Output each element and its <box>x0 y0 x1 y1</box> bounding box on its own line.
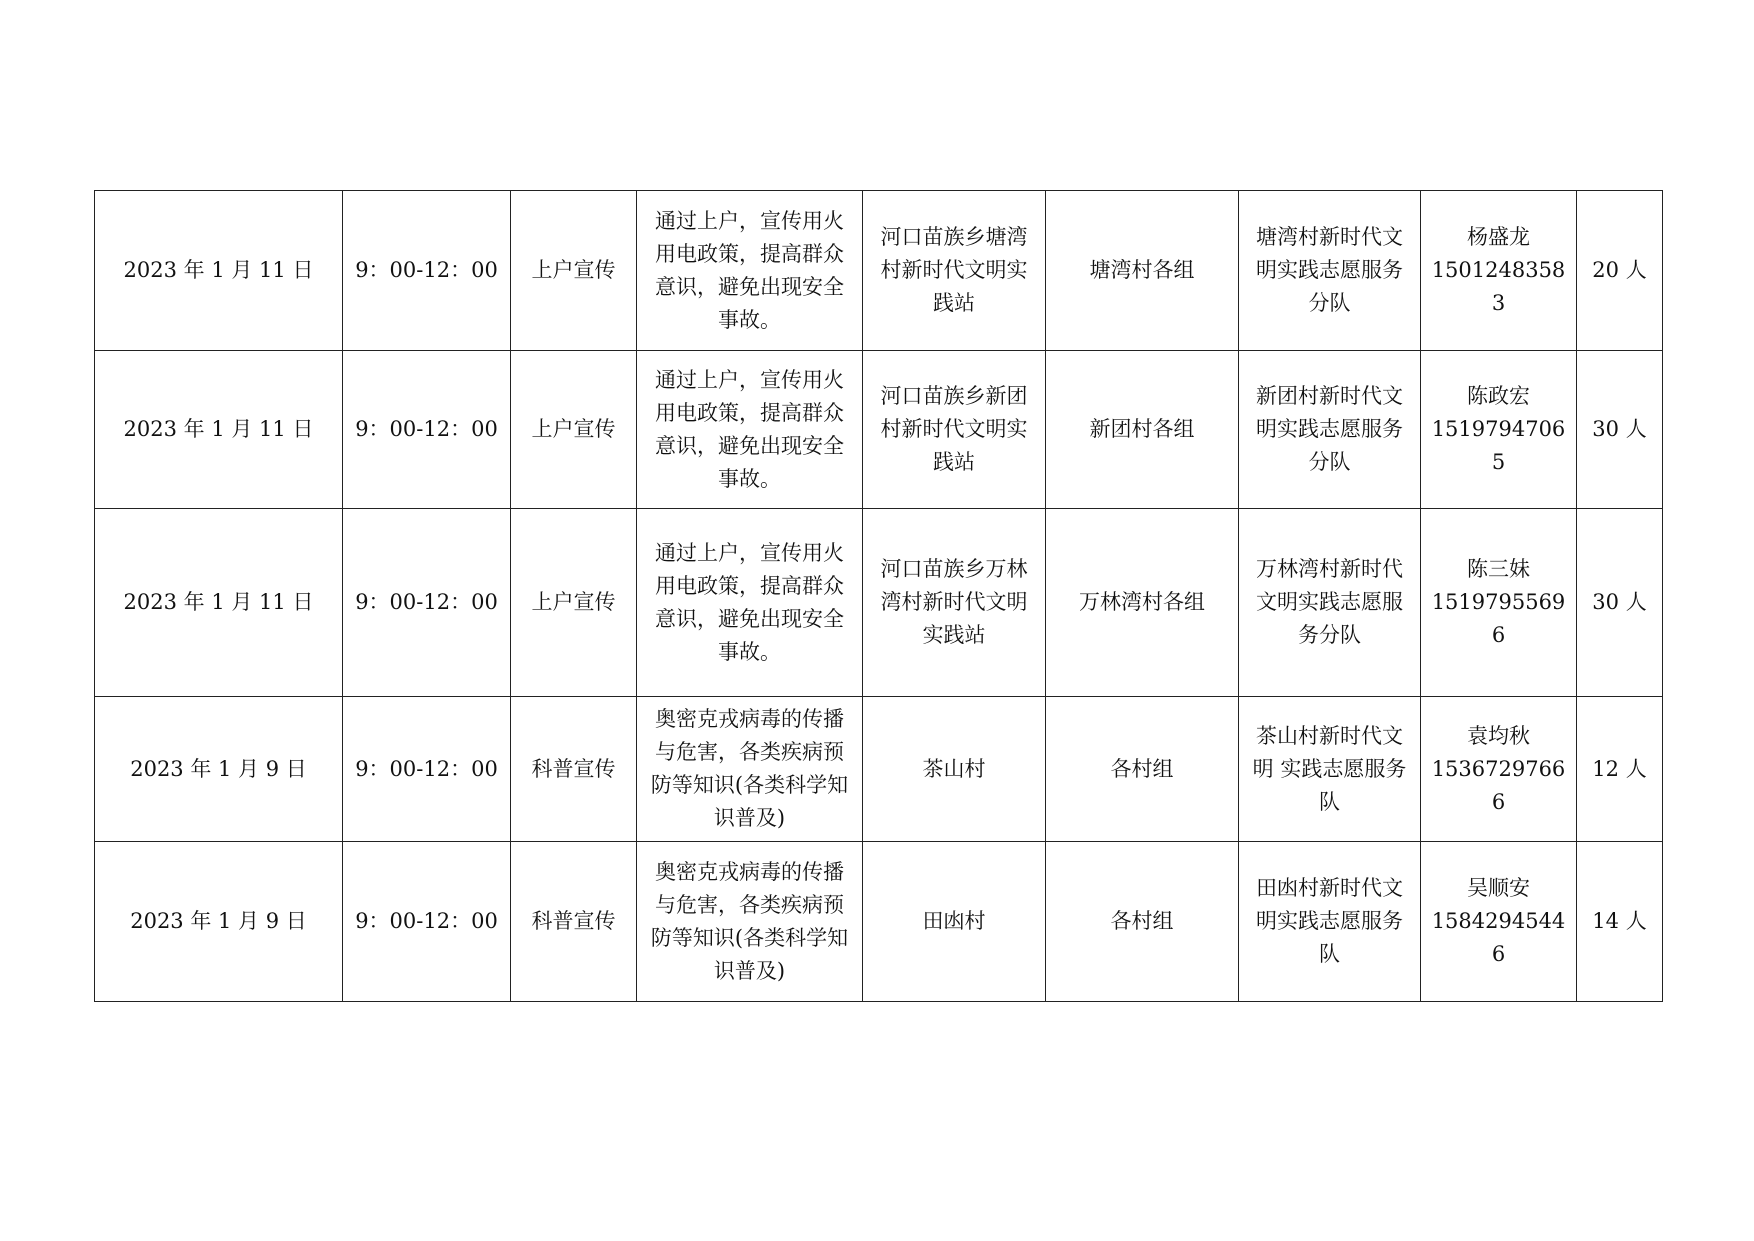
time-cell: 9：00-12：00 <box>343 351 511 509</box>
station-cell: 田凼村 <box>863 842 1046 1002</box>
date-cell: 2023 年 1 月 11 日 <box>95 191 343 351</box>
station-cell: 河口苗族乡新团村新时代文明实践站 <box>863 351 1046 509</box>
count-cell: 30 人 <box>1577 351 1663 509</box>
team-cell: 万林湾村新时代文明实践志愿服务分队 <box>1239 509 1421 697</box>
time-cell: 9：00-12：00 <box>343 191 511 351</box>
station-cell: 河口苗族乡万林湾村新时代文明实践站 <box>863 509 1046 697</box>
contact-name: 吴顺安 <box>1467 876 1530 900</box>
content-cell: 通过上户，宣传用火用电政策，提高群众意识，避免出现安全事故。 <box>637 509 863 697</box>
table-row <box>95 191 1663 351</box>
contact-cell <box>1421 842 1577 1002</box>
contact-cell <box>1421 351 1577 509</box>
table-row <box>95 697 1663 842</box>
date-cell: 2023 年 1 月 9 日 <box>95 842 343 1002</box>
count-cell: 12 人 <box>1577 697 1663 842</box>
area-cell: 各村组 <box>1046 697 1239 842</box>
contact-phone: 15197947065 <box>1431 417 1566 474</box>
team-cell: 塘湾村新时代文明实践志愿服务分队 <box>1239 191 1421 351</box>
type-cell: 上户宣传 <box>511 191 637 351</box>
table-row <box>95 351 1663 509</box>
type-cell: 上户宣传 <box>511 509 637 697</box>
type-cell: 上户宣传 <box>511 351 637 509</box>
count-cell: 30 人 <box>1577 509 1663 697</box>
contact-cell <box>1421 697 1577 842</box>
content-cell: 通过上户，宣传用火用电政策，提高群众意识，避免出现安全事故。 <box>637 191 863 351</box>
date-cell: 2023 年 1 月 9 日 <box>95 697 343 842</box>
table-row <box>95 509 1663 697</box>
type-cell: 科普宣传 <box>511 842 637 1002</box>
contact-name: 陈政宏 <box>1467 384 1530 408</box>
area-cell: 新团村各组 <box>1046 351 1239 509</box>
contact-name: 陈三妹 <box>1467 557 1530 581</box>
contact-name: 袁均秋 <box>1467 723 1530 748</box>
contact-cell <box>1421 191 1577 351</box>
time-cell: 9：00-12：00 <box>343 697 511 842</box>
count-cell: 20 人 <box>1577 191 1663 351</box>
area-cell: 各村组 <box>1046 842 1239 1002</box>
station-cell: 茶山村 <box>863 697 1046 842</box>
count-cell: 14 人 <box>1577 842 1663 1002</box>
date-cell: 2023 年 1 月 11 日 <box>95 509 343 697</box>
team-cell: 新团村新时代文明实践志愿服务分队 <box>1239 351 1421 509</box>
area-cell: 塘湾村各组 <box>1046 191 1239 351</box>
contact-phone: 15842945446 <box>1431 909 1566 966</box>
content-cell: 通过上户，宣传用火用电政策，提高群众意识，避免出现安全事故。 <box>637 351 863 509</box>
date-cell: 2023 年 1 月 11 日 <box>95 351 343 509</box>
time-cell: 9：00-12：00 <box>343 509 511 697</box>
contact-phone: 15197955696 <box>1431 590 1566 647</box>
team-cell: 田凼村新时代文明实践志愿服务队 <box>1239 842 1421 1002</box>
content-cell: 奥密克戎病毒的传播与危害，各类疾病预防等知识(各类科学知识普及) <box>637 842 863 1002</box>
type-cell: 科普宣传 <box>511 697 637 842</box>
team-cell: 茶山村新时代文明 实践志愿服务队 <box>1239 697 1421 842</box>
area-cell: 万林湾村各组 <box>1046 509 1239 697</box>
table-row <box>95 842 1663 1002</box>
contact-phone: 15012483583 <box>1431 258 1566 315</box>
activity-table <box>94 190 1663 1002</box>
time-cell: 9：00-12：00 <box>343 842 511 1002</box>
contact-name: 杨盛龙 <box>1467 225 1530 249</box>
contact-cell <box>1421 509 1577 697</box>
content-cell: 奥密克戎病毒的传播与危害，各类疾病预防等知识(各类科学知识普及) <box>637 697 863 842</box>
station-cell: 河口苗族乡塘湾村新时代文明实践站 <box>863 191 1046 351</box>
contact-phone: 15367297666 <box>1431 756 1566 814</box>
